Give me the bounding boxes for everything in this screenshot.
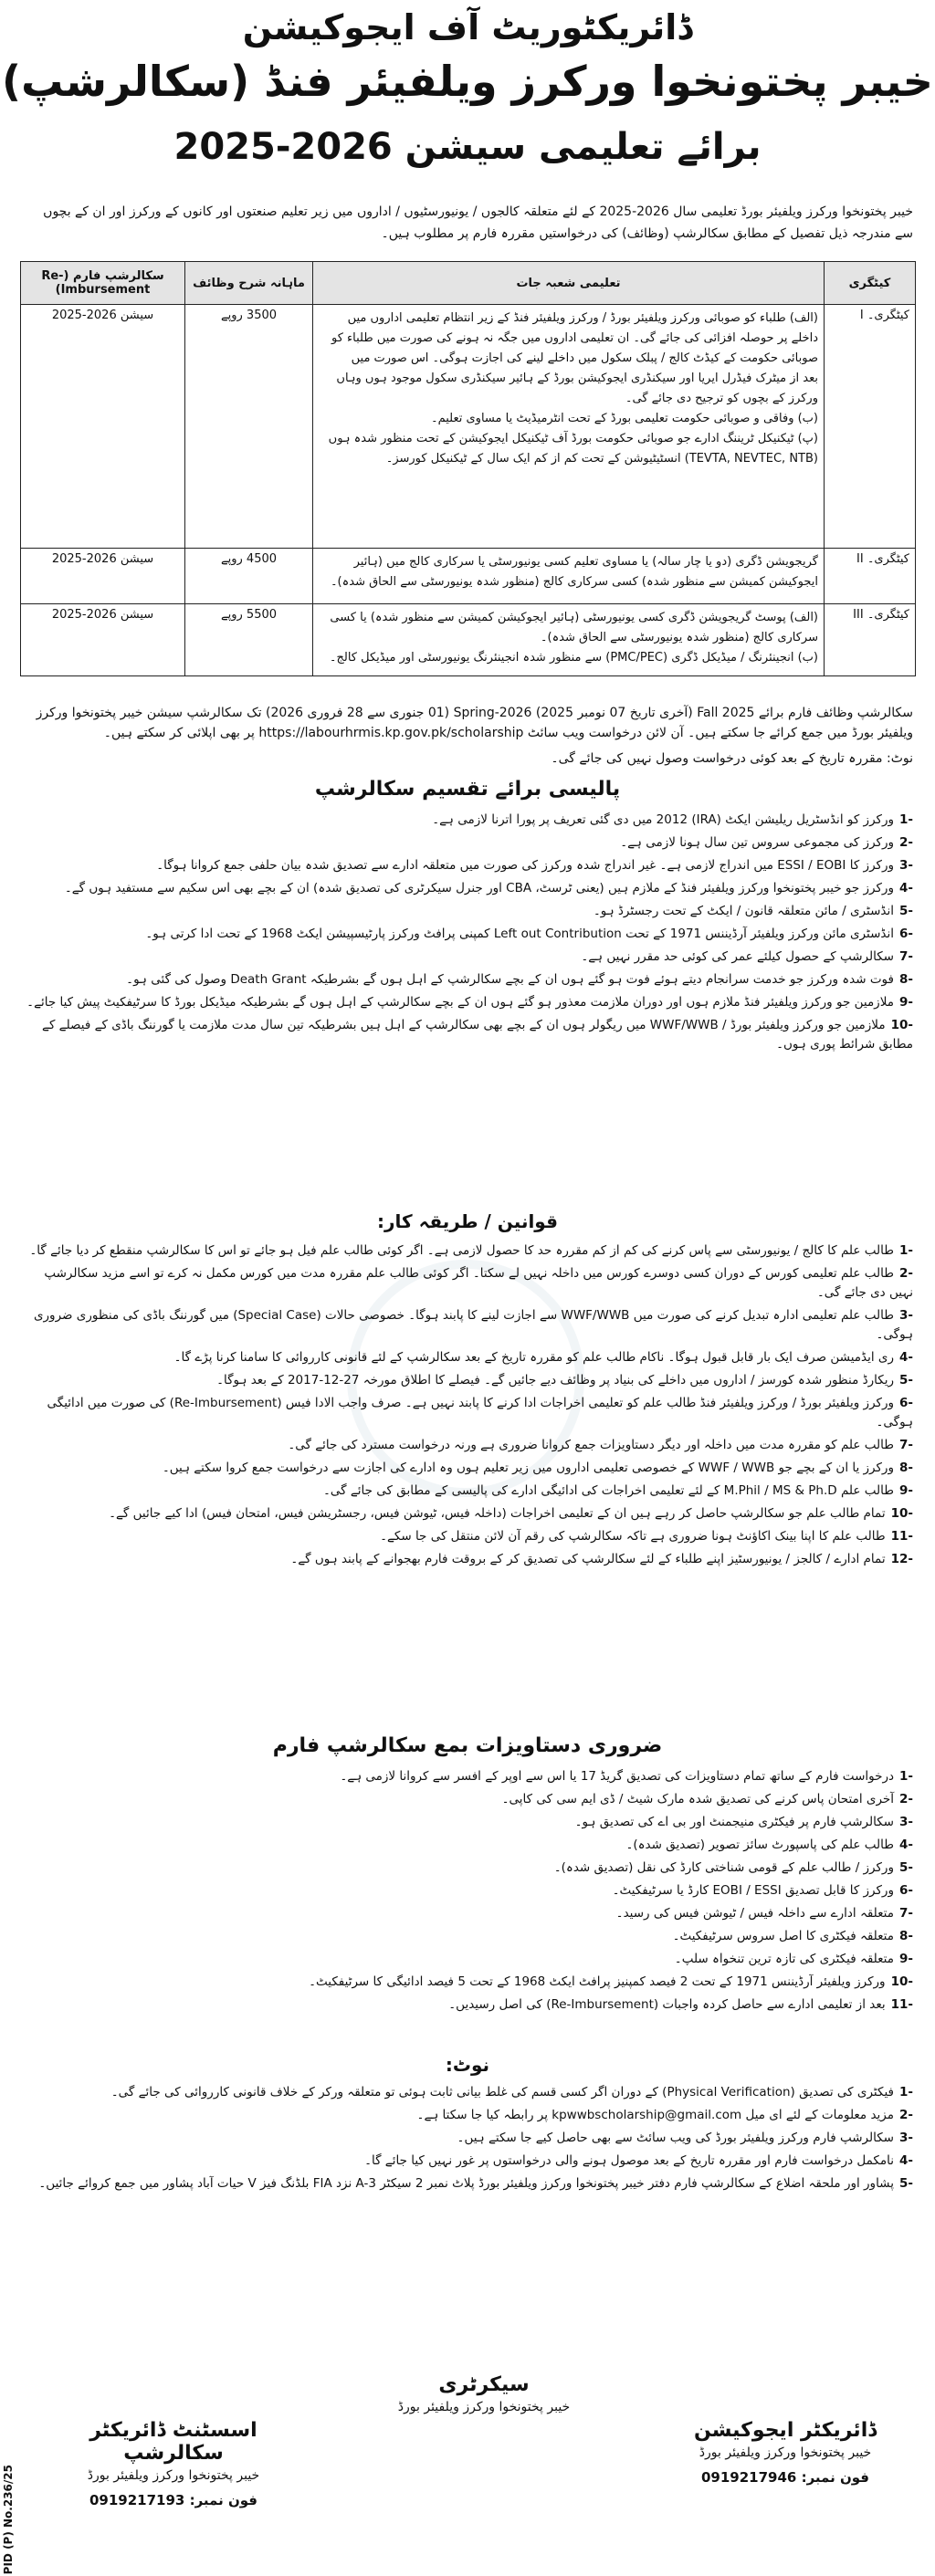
- session-cell: سیشن 2026-2025: [21, 549, 185, 604]
- documents-list: [22, 1767, 913, 2018]
- assistant-director-org: خیبر پختونخوا ورکرز ویلفیئر بورڈ: [87, 2468, 260, 2483]
- secretary-title: سیکرٹری: [438, 2373, 530, 2396]
- header-form: سکالرشپ فارم (Re-Imbursement): [21, 262, 185, 305]
- list-item: -8متعلقہ فیکٹری کا اصل سروس سرٹیفکیٹ۔: [672, 1929, 913, 1943]
- list-item: -6ورکرز ویلفیئر بورڈ / ورکرز ویلفیئر فنڈ طالب علم کو تعلیمی اخراجات ادا کرنے کا پابند نہیں ہے۔ صرف واجب الادا فیس (Re-Imbursement) کی صورت میں ادائیگی ہوگی۔: [47, 1396, 913, 1429]
- list-item: -7سکالرشپ کے حصول کیلئے عمر کی کوئی حد مقرر نہیں ہے۔: [581, 949, 913, 964]
- list-item: -7متعلقہ ادارے سے داخلہ فیس / ٹیوشن فیس کی رسید۔: [615, 1906, 913, 1921]
- notes-list: [22, 2083, 913, 2197]
- education-cell: [313, 305, 825, 549]
- session-cell: سیشن 2026-2025: [21, 305, 185, 549]
- category-cell: کیٹگری۔ I: [825, 305, 916, 549]
- table-header-row: [21, 262, 916, 305]
- deadline-note-2: نوٹ: مقررہ تاریخ کے بعد کوئی درخواست وصول نہیں کی جائے گی۔: [551, 751, 913, 766]
- list-item: -4نامکمل درخواست فارم اور مقررہ تاریخ کے بعد موصول ہونے والی درخواستوں پر غور نہیں کیا جائے گا۔: [364, 2153, 913, 2168]
- list-item: -5پشاور اور ملحقہ اضلاع کے سکالرشپ فارم دفتر خیبر پختونخوا ورکرز ویلفیئر بورڈ پلاٹ نمبر 2 سیکٹر A-3 نزد FIA بلڈنگ فیز V حیات آباد پشاور میں جمع کروائے جائیں۔: [38, 2176, 913, 2191]
- secretary-org: خیبر پختونخوا ورکرز ویلفیئر بورڈ: [397, 2400, 571, 2414]
- education-line: (ب) وفاقی و صوبائی حکومت تعلیمی بورڈ کے تحت انٹرمیڈیٹ یا مساوی تعلیم۔: [430, 412, 818, 425]
- director-phone: فون نمبر: 0919217946: [701, 2469, 869, 2486]
- list-item: -2ورکرز کی مجموعی سروس تین سال ہونا لازمی ہے۔: [620, 835, 913, 850]
- documents-title: ضروری دستاویزات بمع سکالرشپ فارم: [272, 1734, 663, 1757]
- list-item: -1فیکٹری کی تصدیق (Physical Verification) کے دوران اگر کسی قسم کی غلط بیانی ثابت ہوئی تو متعلقہ ورکر کے خلاف قانونی کارروائی کی جائے گی۔: [110, 2085, 913, 2100]
- header-education: تعلیمی شعبہ جات: [313, 262, 825, 305]
- table-row: [21, 549, 916, 604]
- director-org: خیبر پختونخوا ورکرز ویلفیئر بورڈ: [699, 2445, 872, 2460]
- list-item: -6انڈسٹری مائن ورکرز ویلفیئر آرڈیننس 1971 کے تحت Left out Contribution کمپنی پرافٹ ورکرز پارٹیسپیشن ایکٹ 1968 کے تحت ادا کرتی ہو۔: [145, 927, 913, 941]
- procedure-title: قوانین / طریقہ کار:: [377, 1210, 558, 1232]
- list-item: -2مزید معلومات کے لئے ای میل kpwwbscholarship@gmail.com پر رابطہ کیا جا سکتا ہے۔: [416, 2108, 913, 2122]
- header-fund-title: خیبر پختونخوا ورکرز ویلفیئر فنڈ (سکالرشپ): [2, 57, 933, 106]
- deadline-note: سکالرشپ وظائف فارم برائے Fall 2025 (آخری تاریخ 07 نومبر 2025) Spring-2026 (01 جنوری سے 28 فروری 2026) تک سکالرشپ سیشن خیبر پختونخوا ورکرز ویلفیئر بورڈ میں جمع کرائے جا سکتے ہیں۔ آن لائن درخواست ویب سائٹ https://labourhrmis.kp.gov.pk/scholarship پر بھی اپلائی کر سکتے ہیں۔: [36, 706, 913, 740]
- education-line: (الف) طلباء کو صوبائی ورکرز ویلفیئر بورڈ / ورکرز ویلفیئر فنڈ کے زیر انتظام تعلیمی اداروں میں داخلے پر حوصلہ افزائی کی جائے گی۔ ان تعلیمی اداروں میں جگہ نہ ہونے کی صورت میں طلباء کو صوبائی حکومت کے کیڈٹ کالج / پبلک سکول میں داخلے لینے کی اجازت ہوگی۔ اس صورت میں: [331, 311, 818, 365]
- list-item: -1درخواست فارم کے ساتھ تمام دستاویزات کی تصدیق گریڈ 17 یا اس سے اوپر کے افسر سے کروانا لازمی ہے۔: [340, 1769, 913, 1784]
- list-item: -10ملازمین جو ورکرز ویلفیئر بورڈ / WWF/WWB میں ریگولر ہوں ان کے بچے بھی سکالرشپ کے اہل ہیں بشرطیکہ تین سال مدت ملازمت یا گورننگ باڈی کے فیصلے کے مطابق شرائط پوری ہوں۔: [42, 1018, 913, 1052]
- procedure-list: [22, 1241, 913, 1573]
- list-item: -11طالب علم کا اپنا بینک اکاؤنٹ ہونا ضروری ہے تاکہ سکالرشپ کی رقم آن لائن منتقل کی جا سکے۔: [380, 1529, 913, 1544]
- rate-cell: 5500 روپے: [185, 604, 313, 676]
- director-title: ڈائریکٹر ایجوکیشن: [693, 2419, 877, 2442]
- list-item: -6ورکرز کا قابل تصدیق EOBI / ESSI کارڈ یا سرٹیفکیٹ۔: [612, 1883, 913, 1898]
- signature-assistant-director: [37, 2419, 310, 2508]
- list-item: -9متعلقہ فیکٹری کی تازہ ترین تنخواہ سلپ۔: [674, 1952, 913, 1966]
- list-item: -10ورکرز ویلفیئر آرڈیننس 1971 کے تحت 2 فیصد کمپنیز پرافٹ ایکٹ 1968 کے تحت 5 فیصد ادائیگی کا سرٹیفکیٹ۔: [309, 1974, 913, 1989]
- education-cell: [313, 549, 825, 604]
- list-item: -8ورکرز یا ان کے بچے جو WWF / WWB کے خصوصی تعلیمی اداروں میں زیر تعلیم ہوں وہ ادارے کی اجازت سے درخواست جمع کروا سکتے ہیں۔: [162, 1461, 913, 1475]
- list-item: -4طالب علم کی پاسپورٹ سائز تصویر (تصدیق شدہ)۔: [625, 1838, 913, 1852]
- list-item: -3ورکرز کا ESSI / EOBI میں اندراج لازمی ہے۔ غیر اندراج شدہ ورکرز کی صورت میں متعلقہ ادارے سے تصدیق شدہ بیان حلفی جمع کروانا ہوگا۔: [156, 858, 913, 873]
- scholarship-table: [20, 261, 916, 676]
- list-item: -1ورکرز کو انڈسٹریل ریلیشن ایکٹ (IRA) 2012 میں دی گئی تعریف پر پورا اترنا لازمی ہے۔: [432, 812, 913, 827]
- list-item: -4ری ایڈمیشن صرف ایک بار قابل قبول ہوگا۔ ناکام طالب علم کو مقررہ تاریخ کے بعد سکالرشپ کے لئے قانونی کارروائی کا سامنا کرنا پڑے گا۔: [173, 1350, 913, 1365]
- list-item: -7طالب علم کو مقررہ مدت میں داخلہ اور دیگر دستاویزات جمع کروانا ضروری ہے ورنہ درخواست مسترد کی جائے گی۔: [288, 1438, 913, 1452]
- policy-title: پالیسی برائے تقسیم سکالرشپ: [314, 778, 621, 801]
- list-item: -1طالب علم کا کالج / یونیورسٹی سے پاس کرنے کی کم از کم مقررہ حد کا حصول لازمی ہے۔ اگر کوئی طالب علم فیل ہو جائے تو اس کا سکالرشپ منقطع کر دیا جائے گا۔: [29, 1243, 913, 1258]
- assistant-director-phone: فون نمبر: 0919217193: [89, 2492, 257, 2508]
- education-line: بعد از میٹرک فیڈرل ایریا اور سیکنڈری ایجوکیشن بورڈ کے ہائیر سیکنڈری سکول موجود ہوں وہاں ورکرز کے بچوں کو ترجیح دی جائے گی۔: [336, 372, 818, 405]
- assistant-director-title: اسسٹنٹ ڈائریکٹر سکالرشپ: [89, 2419, 257, 2465]
- header-category: کیٹگری: [825, 262, 916, 305]
- category-cell: کیٹگری۔ III: [825, 604, 916, 676]
- list-item: -3سکالرشپ فارم ورکرز ویلفیئر بورڈ کی ویب سائٹ سے بھی حاصل کیے جا سکتے ہیں۔: [457, 2131, 913, 2145]
- list-item: -8فوت شدہ ورکرز جو خدمت سرانجام دیتے ہوئے فوت ہو گئے ہوں ان کے بچے سکالرشپ کے اہل ہوں گے بشرطیکہ Death Grant وصول کی گئی ہو۔: [126, 972, 913, 987]
- list-item: -11بعد از تعلیمی ادارے سے حاصل کردہ واجبات (Re-Imbursement) کی اصل رسیدیں۔: [448, 1997, 913, 2012]
- list-item: -2طالب علم تعلیمی کورس کے دوران کسی دوسرے کورس میں داخلہ نہیں لے سکتا۔ اگر کوئی طالب علم مقررہ مدت میں کورس مکمل نہ کرے تو اسے مزید سکالرشپ نہیں دی جائے گی۔: [44, 1266, 913, 1300]
- signature-secretary: [347, 2373, 621, 2414]
- header-rate: ماہانہ شرح وظائف: [185, 262, 313, 305]
- session-cell: سیشن 2026-2025: [21, 604, 185, 676]
- list-item: -9ملازمین جو ورکرز ویلفیئر فنڈ ملازم ہوں اور دوران ملازمت معذور ہو گئے ہوں ان کے بچے سکالرشپ کے اہل ہوں گے بشرطیکہ میڈیکل بورڈ کا سرٹیفکیٹ پیش کیا جائے۔: [26, 995, 913, 1010]
- table-row: [21, 604, 916, 676]
- list-item: -9طالب علم M.Phil / MS & Ph.D کے لئے تعلیمی اخراجات کی ادائیگی ادارے کی پالیسی کے مطابق کی جائے گی۔: [322, 1483, 913, 1498]
- notes-title: نوٹ:: [445, 2054, 490, 2076]
- rate-cell: 3500 روپے: [185, 305, 313, 549]
- list-item: -5ریکارڈ منظور شدہ کورسز / اداروں میں داخلے کی بنیاد پر وظائف دیے جائیں گے۔ فیصلے کا اطلاق مورخہ 27-12-2017 کے بعد ہوگا۔: [216, 1373, 913, 1387]
- education-line: (الف) پوسٹ گریجویشن ڈگری کسی یونیورسٹی (ہائیر ایجوکیشن کمیشن سے منظور شدہ) یا کسی سرکاری کالج (منظور شدہ یونیورسٹی سے الحاق شدہ)۔: [330, 611, 818, 644]
- education-line: (ب) انجینئرنگ / میڈیکل ڈگری (PMC/PEC) سے منظور شدہ انجینئرنگ یونیورسٹی اور میڈیکل کالج۔: [329, 651, 818, 665]
- list-item: -3طالب علم تعلیمی ادارہ تبدیل کرنے کی صورت میں WWF/WWB سے اجازت لینے کا پابند ہوگا۔ خصوصی حالات (Special Case) میں گورننگ باڈی کی منظوری ضروری ہوگی۔: [33, 1308, 913, 1342]
- education-cell: [313, 604, 825, 676]
- signature-director: [657, 2419, 913, 2486]
- policy-list: [22, 811, 913, 1058]
- header-session: برائے تعلیمی سیشن 2026-2025: [173, 126, 762, 168]
- list-item: -3سکالرشپ فارم پر فیکٹری منیجمنٹ اور بی اے کی تصدیق ہو۔: [574, 1815, 913, 1829]
- list-item: -5ورکرز / طالب علم کے قومی شناختی کارڈ کی نقل (تصدیق شدہ)۔: [553, 1860, 913, 1875]
- education-line: گریجویشن ڈگری (دو یا چار سالہ) یا مساوی تعلیم کسی یونیورسٹی یا سرکاری کالج میں (ہائیر ایجوکیشن کمیشن سے منظور شدہ) کسی سرکاری کالج (منظور شدہ یونیورسٹی سے الحاق شدہ)۔: [330, 555, 818, 589]
- list-item: -12تمام ادارے / کالجز / یونیورسٹیز اپنے طلباء کے لئے سکالرشپ کی تصدیق کر کے بروقت فارم بھجوانے کے پابند ہوں گے۔: [290, 1552, 913, 1566]
- list-item: -10تمام طالب علم جو سکالرشپ حاصل کر رہے ہیں ان کے تعلیمی اخراجات (داخلہ فیس، ٹیوشن فیس، رجسٹریشن فیس، امتحان فیس) ادا کیے جائیں گے۔: [109, 1506, 913, 1521]
- header-directorate: ڈائریکٹوریٹ آف ایجوکیشن: [242, 7, 693, 47]
- category-cell: کیٹگری۔ II: [825, 549, 916, 604]
- education-line: (پ) ٹیکنیکل ٹریننگ ادارے جو صوبائی حکومت بورڈ آف ٹیکنیکل ایجوکیشن کے تحت منظور شدہ ہوں (TEVTA, NEVTEC, NTB) انسٹیٹیوشن کے تحت کم از کم ایک سال کے ٹیکنیکل کورسز۔: [328, 432, 818, 466]
- pid-number: PID (P) No.236/25: [2, 2465, 15, 2575]
- intro-paragraph: خیبر پختونخوا ورکرز ویلفیئر بورڈ تعلیمی سال 2026-2025 کے لئے متعلقہ کالجوں / یونیورسٹیوں / اداروں میں زیر تعلیم صنعتوں اور کانوں کے ورکرز اور ان کے بچوں سے مندرجہ ذیل تفصیل کے مطابق سکالرشپ (وظائف) کی درخواستیں مقررہ فارم پر مطلوب ہیں۔: [43, 204, 913, 241]
- list-item: -4ورکرز جو خیبر پختونخوا ورکرز ویلفیئر فنڈ کے ملازم ہیں (یعنی ٹرسٹ، CBA اور جنرل سیکرٹری کی تصدیق شدہ) ان کے بچے بھی اس سکیم سے مستفید ہوں گے۔: [64, 881, 913, 895]
- rate-cell: 4500 روپے: [185, 549, 313, 604]
- list-item: -2آخری امتحان پاس کرنے کی تصدیق شدہ مارک شیٹ / ڈی ایم سی کی کاپی۔: [501, 1792, 913, 1806]
- table-row: [21, 305, 916, 549]
- list-item: -5انڈسٹری / مائن متعلقہ قانون / ایکٹ کے تحت رجسٹرڈ ہو۔: [593, 904, 913, 918]
